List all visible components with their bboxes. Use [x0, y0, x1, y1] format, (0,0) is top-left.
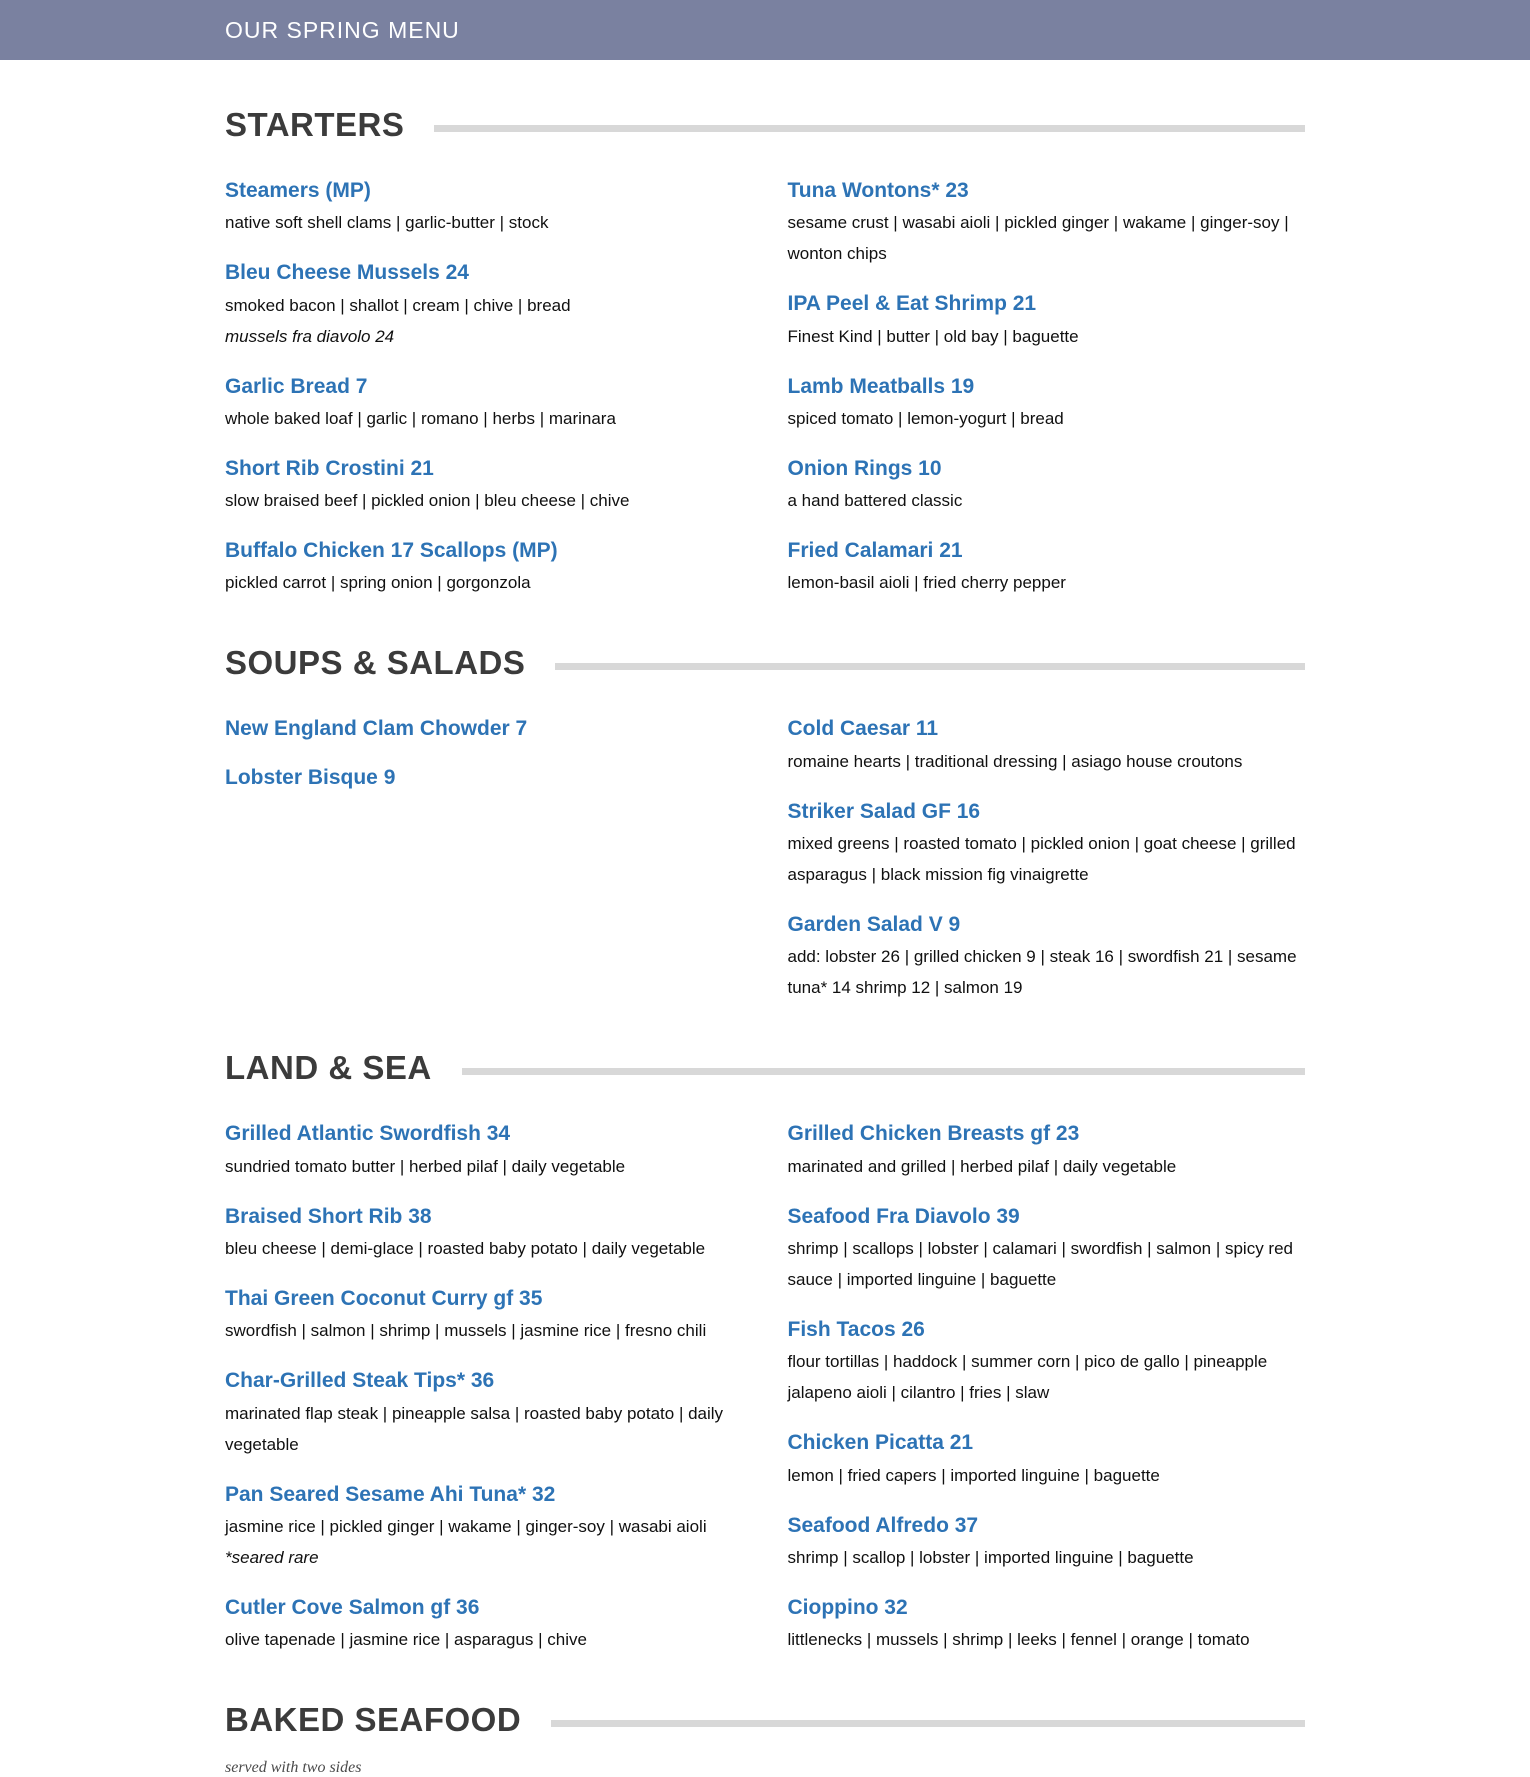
menu-item-description: lemon | fried capers | imported linguine | baguette	[787, 1465, 1160, 1485]
menu-item	[225, 1203, 743, 1264]
menu-item-name: Pan Seared Sesame Ahi Tuna* 32	[225, 1482, 556, 1506]
menu-item-name: IPA Peel & Eat Shrimp 21	[787, 292, 1037, 316]
menu-item	[788, 1429, 1306, 1490]
section-title: BAKED SEAFOOD	[225, 1701, 522, 1739]
menu-item-name: Garden Salad V 9	[787, 913, 961, 937]
menu-item	[225, 715, 743, 742]
section-divider	[551, 1720, 1305, 1727]
menu-column	[788, 1099, 1306, 1655]
menu-item-description: Finest Kind | butter | old bay | baguette	[787, 326, 1079, 346]
section-title: SOUPS & SALADS	[225, 644, 526, 682]
menu-item	[225, 455, 743, 516]
menu-item	[788, 798, 1306, 890]
menu-item-description: mixed greens | roasted tomato | pickled onion | goat cheese | grilled asparagus | black mission fig vinaigrette	[787, 834, 1296, 885]
menu-item-name: Steamers (MP)	[225, 179, 371, 202]
menu-title: OUR SPRING MENU	[225, 16, 460, 43]
menu-item	[788, 373, 1306, 434]
menu-item	[788, 537, 1306, 598]
section-header	[225, 1049, 1305, 1087]
menu-item	[225, 1120, 743, 1181]
menu-item	[788, 1120, 1306, 1181]
menu-item-name: Striker Salad GF 16	[787, 799, 981, 823]
menu-item-description: add: lobster 26 | grilled chicken 9 | steak 16 | swordfish 21 | sesame tuna* 14 shrimp 12 | salmon 19	[787, 947, 1297, 998]
menu-item-name: Seafood Fra Diavolo 39	[787, 1204, 1020, 1228]
menu-item	[225, 1481, 743, 1573]
menu-item-description: a hand battered classic	[787, 491, 963, 511]
menu-item-name: Char-Grilled Steak Tips* 36	[225, 1369, 495, 1393]
menu-item-name: Short Rib Crostini 21	[225, 456, 434, 480]
menu-section	[225, 1701, 1305, 1777]
menu-item-name: Fried Calamari 21	[787, 539, 963, 563]
menu-item-description: lemon-basil aioli | fried cherry pepper	[787, 573, 1066, 593]
menu-item-description: whole baked loaf | garlic | romano | herbs | marinara	[225, 408, 616, 428]
section-header	[225, 106, 1305, 144]
menu-item-name: Grilled Chicken Breasts gf 23	[787, 1122, 1080, 1146]
menu-item	[225, 1285, 743, 1346]
menu-item-name: Fish Tacos 26	[787, 1317, 925, 1341]
section-title: LAND & SEA	[225, 1049, 432, 1087]
menu-item-description: shrimp | scallop | lobster | imported linguine | baguette	[787, 1547, 1194, 1567]
menu-item-name: Onion Rings 10	[787, 456, 942, 480]
menu-item	[225, 1367, 743, 1459]
menu-item-name: Bleu Cheese Mussels 24	[225, 261, 469, 285]
menu-column	[225, 156, 743, 598]
menu-item-description: romaine hearts | traditional dressing | asiago house croutons	[787, 751, 1243, 771]
menu-item-name: Braised Short Rib 38	[225, 1204, 432, 1228]
section-divider	[462, 1068, 1305, 1075]
menu-item	[225, 177, 743, 238]
menu-item	[788, 911, 1306, 1003]
menu-item-name: Cioppino 32	[787, 1595, 908, 1619]
menu-item	[788, 1594, 1306, 1655]
menu-item-description: jasmine rice | pickled ginger | wakame | ginger-soy | wasabi aioli	[225, 1516, 707, 1536]
section-columns	[225, 156, 1305, 598]
menu-item	[788, 1316, 1306, 1408]
menu-item	[788, 290, 1306, 351]
menu-item-description: olive tapenade | jasmine rice | asparagus | chive	[225, 1630, 587, 1650]
section-divider	[555, 663, 1305, 670]
menu-item-name: Grilled Atlantic Swordfish 34	[225, 1122, 511, 1146]
section-header	[225, 1701, 1305, 1739]
menu-item-description: native soft shell clams | garlic-butter | stock	[225, 213, 549, 233]
menu-item-name: Garlic Bread 7	[225, 374, 368, 398]
menu-item-description: littlenecks | mussels | shrimp | leeks | fennel | orange | tomato	[787, 1630, 1250, 1650]
section-columns	[225, 1099, 1305, 1655]
menu-item-name: Tuna Wontons* 23	[787, 179, 969, 202]
menu-item-description: smoked bacon | shallot | cream | chive | bread	[225, 295, 571, 315]
menu-item-note: mussels fra diavolo 24	[225, 326, 395, 346]
menu-item-name: Seafood Alfredo 37	[787, 1513, 979, 1537]
menu-header-bar	[0, 0, 1530, 60]
section-title: STARTERS	[225, 106, 405, 143]
menu-column	[788, 694, 1306, 1003]
menu-item-description: shrimp | scallops | lobster | calamari | swordfish | salmon | spicy red sauce | imported linguine | baguette	[787, 1238, 1293, 1289]
section-subtitle: served with two sides	[225, 1759, 362, 1777]
menu-item-name: Lamb Meatballs 19	[787, 374, 975, 398]
menu-item-name: Cold Caesar 11	[787, 717, 939, 741]
menu-item	[788, 177, 1306, 269]
menu-section	[225, 106, 1305, 598]
menu-item	[788, 1203, 1306, 1295]
menu-item-name: Cutler Cove Salmon gf 36	[225, 1595, 480, 1619]
section-divider	[434, 125, 1305, 132]
menu-item	[225, 764, 743, 791]
menu-item	[225, 537, 743, 598]
menu-item	[788, 1512, 1306, 1573]
menu-item-note: *seared rare	[225, 1547, 319, 1567]
menu-item-description: spiced tomato | lemon-yogurt | bread	[787, 408, 1064, 428]
menu-sections	[225, 106, 1305, 1777]
menu-item-description: sesame crust | wasabi aioli | pickled ginger | wakame | ginger-soy | wonton chips	[787, 213, 1289, 264]
menu-item-description: marinated flap steak | pineapple salsa | roasted baby potato | daily vegetable	[225, 1403, 724, 1454]
menu-item-name: New England Clam Chowder 7	[225, 717, 528, 741]
menu-item	[788, 455, 1306, 516]
menu-column	[788, 156, 1306, 598]
section-header	[225, 644, 1305, 682]
menu-item-description: sundried tomato butter | herbed pilaf | daily vegetable	[225, 1156, 626, 1176]
menu-item-description: slow braised beef | pickled onion | bleu cheese | chive	[225, 491, 630, 511]
menu-column	[225, 694, 743, 1003]
menu-column	[225, 1099, 743, 1655]
menu-item	[225, 1594, 743, 1655]
menu-item	[788, 715, 1306, 776]
menu-item-description: marinated and grilled | herbed pilaf | daily vegetable	[787, 1156, 1177, 1176]
menu-item-description: flour tortillas | haddock | summer corn | pico de gallo | pineapple jalapeno aioli | cilantro | fries | slaw	[787, 1352, 1268, 1403]
menu-item	[225, 259, 743, 351]
menu-item-name: Buffalo Chicken 17 Scallops (MP)	[225, 539, 558, 563]
menu-item-name: Lobster Bisque 9	[225, 765, 396, 789]
menu-item-name: Chicken Picatta 21	[787, 1431, 974, 1455]
menu-section	[225, 644, 1305, 1003]
menu-item-description: swordfish | salmon | shrimp | mussels | jasmine rice | fresno chili	[225, 1321, 707, 1341]
menu-section	[225, 1049, 1305, 1655]
menu-item-description: pickled carrot | spring onion | gorgonzola	[225, 573, 531, 593]
menu-item	[225, 373, 743, 434]
menu-item-name: Thai Green Coconut Curry gf 35	[225, 1286, 543, 1310]
section-columns	[225, 694, 1305, 1003]
menu-item-description: bleu cheese | demi-glace | roasted baby potato | daily vegetable	[225, 1238, 706, 1258]
